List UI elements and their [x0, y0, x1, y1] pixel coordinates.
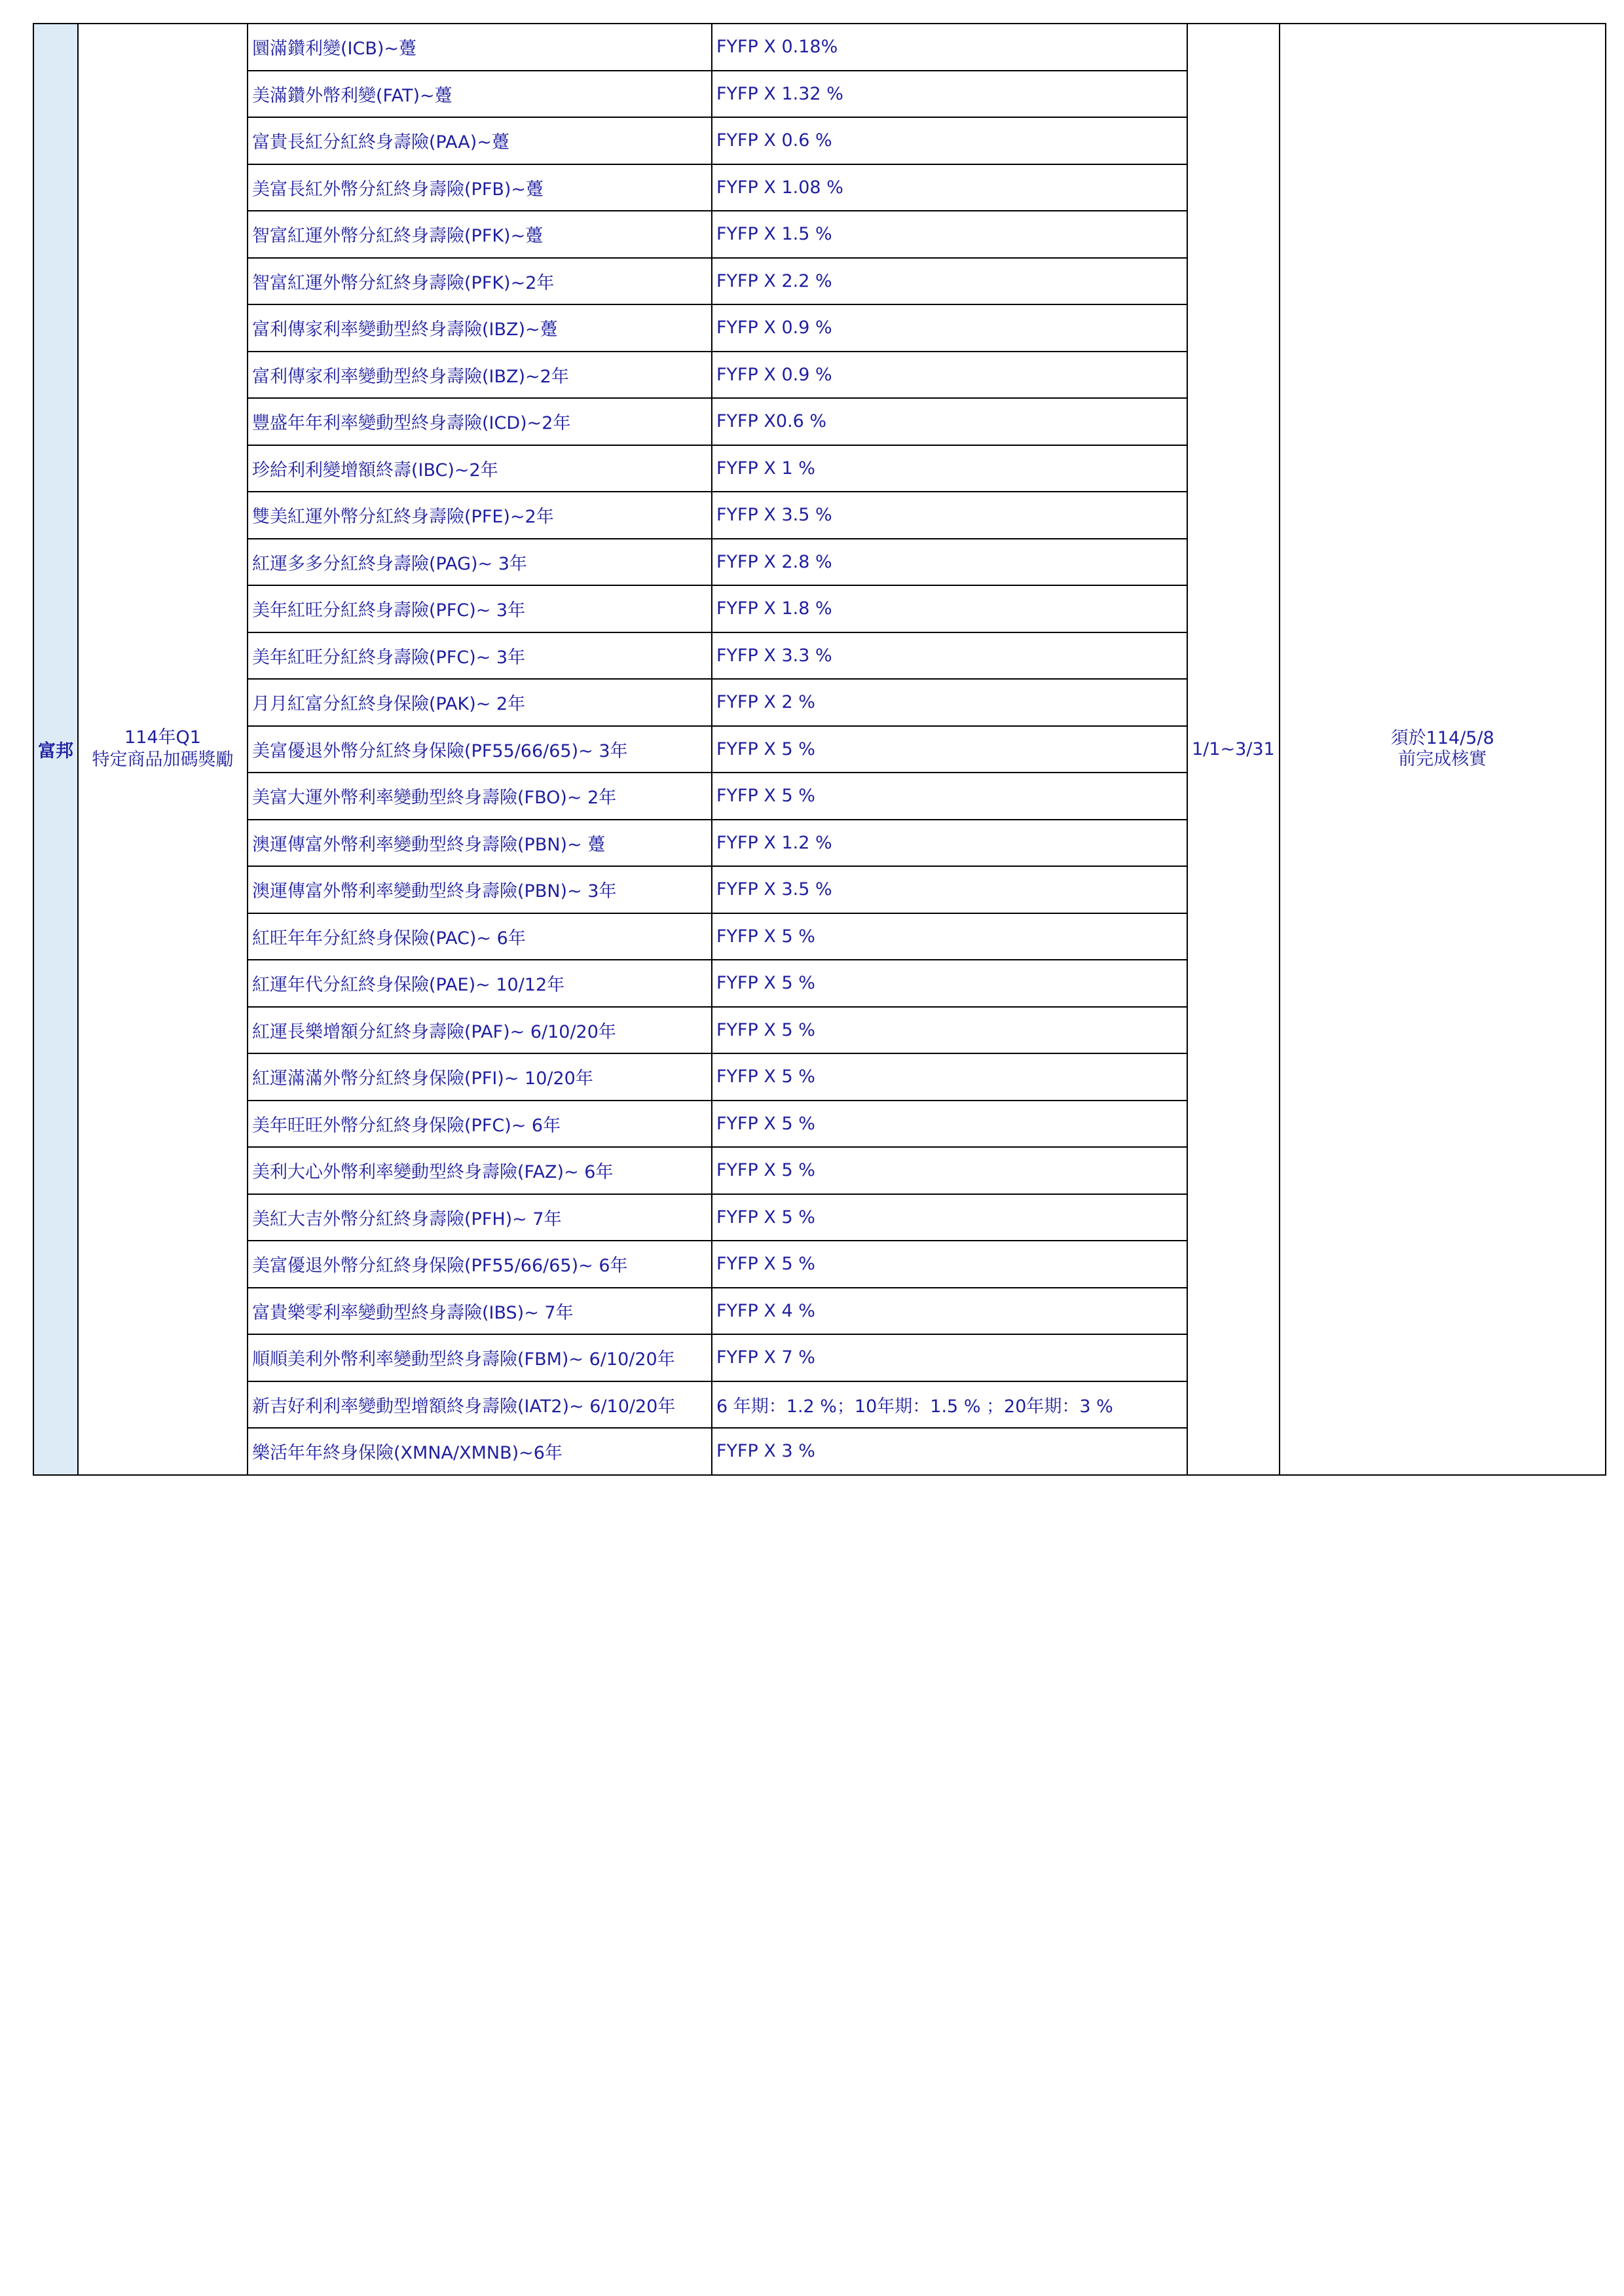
product-name-cell: 雙美紅運外幣分紅終身壽險(PFE)~2年 [248, 492, 712, 539]
bonus-table-body [33, 24, 1606, 1475]
product-name-cell: 美富大運外幣利率變動型終身壽險(FBO)~ 2年 [248, 773, 712, 820]
note-cell [1280, 24, 1606, 1475]
period-cell: 1/1~3/31 [1187, 24, 1280, 1475]
reward-rate-cell: FYFP X 2.8 % [712, 539, 1187, 586]
product-name-cell: 澳運傳富外幣利率變動型終身壽險(PBN)~ 躉 [248, 820, 712, 867]
product-name-cell: 樂活年年終身保險(XMNA/XMNB)~6年 [248, 1428, 712, 1475]
reward-rate-cell: FYFP X 5 % [712, 1241, 1187, 1288]
product-name-cell: 智富紅運外幣分紅終身壽險(PFK)~2年 [248, 258, 712, 305]
program-line-1: 114年Q1 [124, 727, 201, 748]
product-name-cell: 美利大心外幣利率變動型終身壽險(FAZ)~ 6年 [248, 1147, 712, 1194]
product-name-cell: 順順美利外幣利率變動型終身壽險(FBM)~ 6/10/20年 [248, 1334, 712, 1381]
reward-rate-cell: 6 年期：1.2 %；10年期：1.5 % ；20年期：3 % [712, 1381, 1187, 1429]
reward-rate-cell: FYFP X 5 % [712, 1053, 1187, 1101]
reward-rate-cell: FYFP X 5 % [712, 726, 1187, 773]
product-name-cell: 圜滿鑽利變(ICB)~躉 [248, 24, 712, 71]
product-name-cell: 智富紅運外幣分紅終身壽險(PFK)~躉 [248, 211, 712, 258]
reward-rate-cell: FYFP X 4 % [712, 1288, 1187, 1335]
reward-rate-cell: FYFP X 0.6 % [712, 117, 1187, 164]
reward-rate-cell: FYFP X 3 % [712, 1428, 1187, 1475]
product-name-cell: 紅運多多分紅終身壽險(PAG)~ 3年 [248, 539, 712, 586]
product-name-cell: 富貴長紅分紅終身壽險(PAA)~躉 [248, 117, 712, 164]
reward-rate-cell: FYFP X 3.5 % [712, 866, 1187, 913]
product-name-cell: 美富優退外幣分紅終身保險(PF55/66/65)~ 6年 [248, 1241, 712, 1288]
product-name-cell: 紅旺年年分紅終身保險(PAC)~ 6年 [248, 913, 712, 960]
reward-rate-cell: FYFP X 5 % [712, 773, 1187, 820]
product-name-cell: 富利傳家利率變動型終身壽險(IBZ)~躉 [248, 304, 712, 352]
product-name-cell: 美紅大吉外幣分紅終身壽險(PFH)~ 7年 [248, 1194, 712, 1241]
product-name-cell: 紅運滿滿外幣分紅終身保險(PFI)~ 10/20年 [248, 1053, 712, 1101]
product-name-cell: 富利傳家利率變動型終身壽險(IBZ)~2年 [248, 352, 712, 399]
reward-rate-cell: FYFP X 1.8 % [712, 585, 1187, 632]
reward-rate-cell: FYFP X 5 % [712, 960, 1187, 1007]
product-name-cell: 美年紅旺分紅終身壽險(PFC)~ 3年 [248, 585, 712, 632]
reward-rate-cell: FYFP X 0.9 % [712, 352, 1187, 399]
reward-rate-cell: FYFP X 3.3 % [712, 632, 1187, 680]
bonus-table [33, 23, 1606, 1476]
program-cell [78, 24, 248, 1475]
reward-rate-cell: FYFP X 5 % [712, 913, 1187, 960]
company-cell: 富邦 [33, 24, 78, 1475]
table-row [33, 24, 1606, 71]
reward-rate-cell: FYFP X 1.32 % [712, 71, 1187, 118]
product-name-cell: 新吉好利利率變動型增額終身壽險(IAT2)~ 6/10/20年 [248, 1381, 712, 1429]
reward-rate-cell: FYFP X 7 % [712, 1334, 1187, 1381]
product-name-cell: 珍給利利變增額終壽(IBC)~2年 [248, 445, 712, 492]
reward-rate-cell: FYFP X 1.5 % [712, 211, 1187, 258]
product-name-cell: 紅運年代分紅終身保險(PAE)~ 10/12年 [248, 960, 712, 1007]
reward-rate-cell: FYFP X 0.9 % [712, 304, 1187, 352]
product-name-cell: 紅運長樂增額分紅終身壽險(PAF)~ 6/10/20年 [248, 1007, 712, 1054]
note-line-2: 前完成核實 [1398, 749, 1487, 770]
product-name-cell: 豐盛年年利率變動型終身壽險(ICD)~2年 [248, 398, 712, 445]
reward-rate-cell: FYFP X 2 % [712, 679, 1187, 726]
reward-rate-cell: FYFP X 5 % [712, 1101, 1187, 1148]
reward-rate-cell: FYFP X 2.2 % [712, 258, 1187, 305]
product-name-cell: 月月紅富分紅終身保險(PAK)~ 2年 [248, 679, 712, 726]
reward-rate-cell: FYFP X 5 % [712, 1007, 1187, 1054]
reward-rate-cell: FYFP X0.6 % [712, 398, 1187, 445]
program-line-2: 特定商品加碼獎勵 [92, 750, 234, 771]
reward-rate-cell: FYFP X 1.2 % [712, 820, 1187, 867]
reward-rate-cell: FYFP X 3.5 % [712, 492, 1187, 539]
product-name-cell: 美滿鑽外幣利變(FAT)~躉 [248, 71, 712, 118]
reward-rate-cell: FYFP X 1 % [712, 445, 1187, 492]
product-name-cell: 富貴樂零利率變動型終身壽險(IBS)~ 7年 [248, 1288, 712, 1335]
reward-rate-cell: FYFP X 0.18% [712, 24, 1187, 71]
product-name-cell: 美富長紅外幣分紅終身壽險(PFB)~躉 [248, 164, 712, 211]
product-name-cell: 美年旺旺外幣分紅終身保險(PFC)~ 6年 [248, 1101, 712, 1148]
note-line-1: 須於114/5/8 [1390, 728, 1494, 749]
product-name-cell: 澳運傳富外幣利率變動型終身壽險(PBN)~ 3年 [248, 866, 712, 913]
reward-rate-cell: FYFP X 1.08 % [712, 164, 1187, 211]
reward-rate-cell: FYFP X 5 % [712, 1194, 1187, 1241]
product-name-cell: 美富優退外幣分紅終身保險(PF55/66/65)~ 3年 [248, 726, 712, 773]
product-name-cell: 美年紅旺分紅終身壽險(PFC)~ 3年 [248, 632, 712, 680]
reward-rate-cell: FYFP X 5 % [712, 1147, 1187, 1194]
